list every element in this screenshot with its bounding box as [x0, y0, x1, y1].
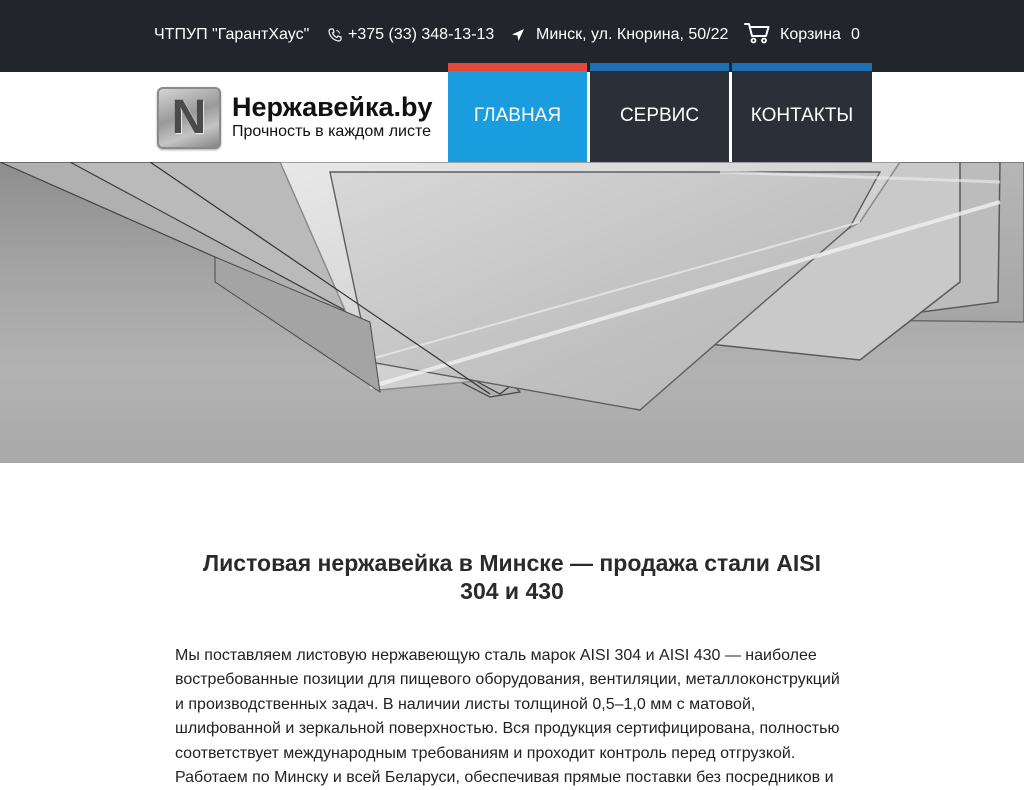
- site-title[interactable]: Нержавейка.by: [232, 92, 433, 122]
- cart-count: 0: [851, 26, 860, 43]
- address-text: Минск, ул. Кнорина, 50/22: [536, 26, 729, 43]
- nav-item-label: КОНТАКТЫ: [750, 105, 854, 127]
- page-title: Листовая нержавейка в Минске — продажа стали AISI 304 и 430: [203, 550, 821, 605]
- phone-icon: [328, 28, 342, 42]
- logo-n-icon[interactable]: [157, 87, 221, 149]
- nav-item-service[interactable]: [590, 63, 729, 162]
- nav-item-contacts[interactable]: [732, 63, 872, 162]
- cart-link[interactable]: Корзина: [780, 26, 841, 43]
- company-name: ЧТПУП "ГарантХаус": [154, 26, 310, 43]
- intro-paragraph: Мы поставляем листовую нержавеющую сталь марок AISI 304 и AISI 430 — наиболее востребованные позиции для пищевого оборудования, вентиляции, металлоконструкций и производственных задач. В наличии листы толщиной 0,5–1,0 мм с матовой, шлифованной и зеркальной поверхностью. Вся продукция сертифицирована, полностью соответствует международным требованиям и проходит контроль перед отгрузкой. Работаем по Минску и всей Беларуси, обеспечивая прямые поставки без посредников и: [175, 647, 840, 787]
- location-arrow-icon: [511, 28, 525, 42]
- site-header: [0, 72, 1024, 162]
- nav-item-home[interactable]: [448, 63, 587, 162]
- cart-icon[interactable]: [744, 22, 770, 44]
- top-bar: [0, 0, 1024, 72]
- phone-link[interactable]: +375 (33) 348-13-13: [348, 26, 495, 43]
- logo-letter: N: [171, 91, 207, 144]
- nav-item-label: ГЛАВНАЯ: [473, 105, 562, 127]
- hero-banner-image: [0, 162, 1024, 463]
- nav-item-label: СЕРВИС: [619, 105, 700, 127]
- steel-sheets-illustration: [0, 162, 1024, 463]
- site-tagline: Прочность в каждом листе: [232, 123, 432, 140]
